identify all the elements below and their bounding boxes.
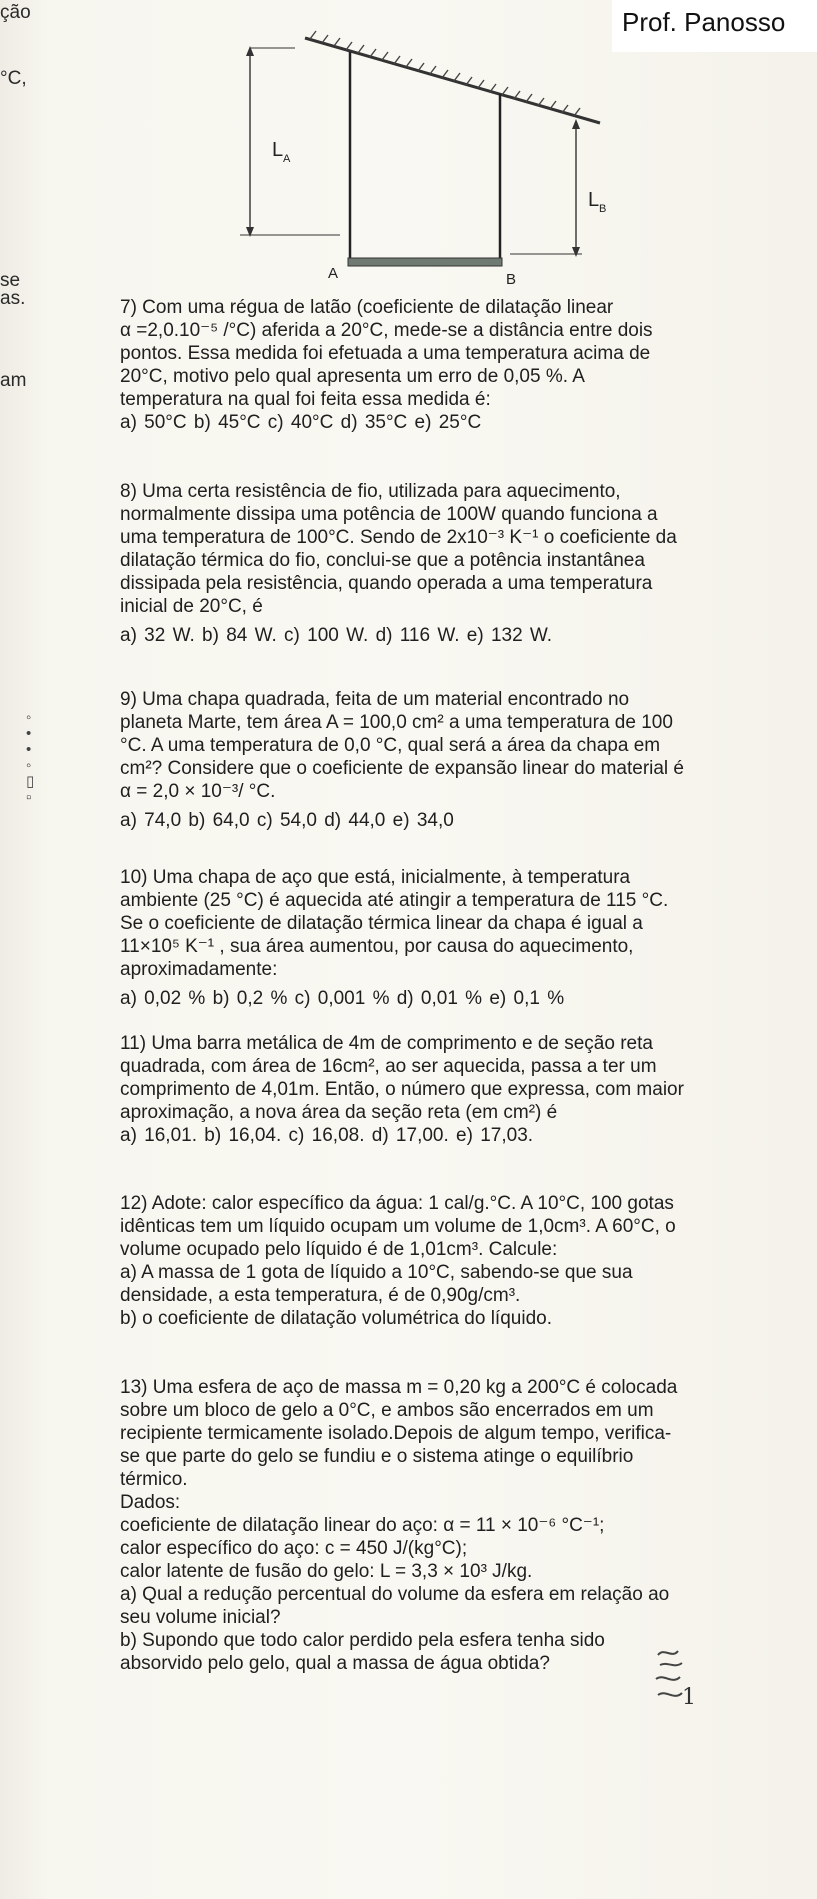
margin-mark-icon: •: [26, 741, 32, 758]
svg-text:A: A: [283, 153, 291, 165]
question-line: a) A massa de 1 gota de líquido a 10°C, sabendo-se que sua: [120, 1262, 633, 1283]
question-line: coeficiente de dilatação linear do aço: α = 11 × 10⁻⁶ °C⁻¹;: [120, 1515, 605, 1536]
question-13: [120, 1376, 800, 1675]
left-margin-fragment: se: [0, 270, 21, 291]
question-line: Dados:: [120, 1492, 181, 1513]
question-line: temperatura na qual foi feita essa medida é:: [120, 389, 491, 410]
answer-options: a) 32 W. b) 84 W. c) 100 W. d) 116 W. e) 132 W.: [120, 625, 553, 646]
question-line: recipiente termicamente isolado.Depois de algum tempo, verifica-: [120, 1423, 672, 1444]
question-line: seu volume inicial?: [120, 1607, 281, 1628]
question-line: 12) Adote: calor específico da água: 1 cal/g.°C. A 10°C, 100 gotas: [120, 1193, 674, 1214]
question-line: calor latente de fusão do gelo: L = 3,3 × 10³ J/kg.: [120, 1561, 533, 1582]
question-10: [120, 866, 800, 1010]
question-line: dilatação térmica do fio, conclui-se que a potência instantânea: [120, 550, 645, 571]
question-line: comprimento de 4,01m. Então, o número que expressa, com maior: [120, 1079, 684, 1100]
question-line: normalmente dissipa uma potência de 100W quando funciona a: [120, 504, 658, 525]
question-line: se que parte do gelo se fundiu e o sistema atinge o equilíbrio: [120, 1446, 634, 1467]
answer-options: a) 0,02 % b) 0,2 % c) 0,001 % d) 0,01 % e) 0,1 %: [120, 988, 565, 1009]
question-line: 11×10⁵ K⁻¹ , sua área aumentou, por causa do aquecimento,: [120, 936, 634, 957]
question-7: [120, 296, 800, 434]
question-line: uma temperatura de 100°C. Sendo de 2x10⁻³ K⁻¹ o coeficiente da: [120, 527, 677, 548]
question-line: planeta Marte, tem área A = 100,0 cm² a uma temperatura de 100: [120, 712, 673, 733]
question-line: 9) Uma chapa quadrada, feita de um material encontrado no: [120, 689, 630, 710]
margin-marks: [26, 710, 34, 806]
question-line: sobre um bloco de gelo a 0°C, e ambos são encerrados em um: [120, 1400, 654, 1421]
label-la: L: [272, 139, 284, 161]
question-line: calor específico do aço: c = 450 J/(kg°C);: [120, 1538, 468, 1559]
question-line: aproximação, a nova área da seção reta (em cm²) é: [120, 1102, 558, 1123]
question-line: densidade, a esta temperatura, é de 0,90g/cm³.: [120, 1285, 521, 1306]
margin-mark-icon: ▯: [26, 773, 35, 790]
question-line: idênticas tem um líquido ocupam um volume de 1,0cm³. A 60°C, o: [120, 1216, 676, 1237]
label-b: B: [506, 271, 517, 288]
question-line: cm²? Considere que o coeficiente de expansão linear do material é: [120, 758, 684, 779]
question-line: α =2,0.10⁻⁵ /°C) aferida a 20°C, mede-se a distância entre dois: [120, 320, 653, 341]
page-number: 1: [682, 1685, 696, 1710]
label-lb: L: [588, 189, 600, 211]
question-line: inicial de 20°C, é: [120, 596, 263, 617]
question-line: 11) Uma barra metálica de 4m de comprimento e de seção reta: [120, 1033, 653, 1054]
question-line: volume ocupado pelo líquido é de 1,01cm³. Calcule:: [120, 1239, 558, 1260]
question-line: 7) Com uma régua de latão (coeficiente de dilatação linear: [120, 297, 614, 318]
question-line: b) Supondo que todo calor perdido pela esfera tenha sido: [120, 1630, 605, 1651]
question-11: [120, 1032, 800, 1147]
question-line: °C. A uma temperatura de 0,0 °C, qual será a área da chapa em: [120, 735, 661, 756]
question-line: aproximadamente:: [120, 959, 278, 980]
question-line: 20°C, motivo pelo qual apresenta um erro de 0,05 %. A: [120, 366, 585, 387]
question-line: α = 2,0 × 10⁻³/ °C.: [120, 781, 276, 802]
question-line: 8) Uma certa resistência de fio, utilizada para aquecimento,: [120, 481, 621, 502]
question-line: ambiente (25 °C) é aquecida até atingir a temperatura de 115 °C.: [120, 890, 669, 911]
bar: [348, 258, 502, 266]
question-12: [120, 1192, 800, 1330]
left-margin-fragment: am: [0, 370, 27, 391]
answer-options: a) 50°C b) 45°C c) 40°C d) 35°C e) 25°C: [120, 412, 482, 433]
answer-options: a) 74,0 b) 64,0 c) 54,0 d) 44,0 e) 34,0: [120, 810, 454, 831]
question-line: quadrada, com área de 16cm², ao ser aquecida, passa a ter um: [120, 1056, 657, 1077]
margin-mark-icon: ◦: [26, 757, 32, 774]
question-line: b) o coeficiente de dilatação volumétrica do líquido.: [120, 1308, 552, 1329]
left-margin-fragment: °C,: [0, 68, 27, 89]
margin-mark-icon: •: [26, 725, 32, 742]
question-8: [120, 480, 800, 647]
margin-mark-icon: ◦: [26, 709, 32, 726]
question-line: Se o coeficiente de dilatação térmica linear da chapa é igual a: [120, 913, 643, 934]
question-line: térmico.: [120, 1469, 188, 1490]
left-margin-fragment: ção: [0, 2, 31, 23]
author-label: Prof. Panosso: [612, 0, 817, 52]
question-line: 10) Uma chapa de aço que está, inicialmente, à temperatura: [120, 867, 631, 888]
question-line: absorvido pelo gelo, qual a massa de água obtida?: [120, 1653, 550, 1674]
question-line: dissipada pela resistência, quando operada a uma temperatura: [120, 573, 653, 594]
expansion-diagram: [210, 28, 610, 288]
question-9: [120, 688, 800, 832]
label-a: A: [328, 265, 339, 282]
margin-mark-icon: ▫: [26, 789, 32, 806]
left-margin-fragment: as.: [0, 288, 26, 309]
question-line: pontos. Essa medida foi efetuada a uma temperatura acima de: [120, 343, 651, 364]
question-line: a) Qual a redução percentual do volume da esfera em relação ao: [120, 1584, 670, 1605]
question-line: 13) Uma esfera de aço de massa m = 0,20 kg a 200°C é colocada: [120, 1377, 678, 1398]
answer-options: a) 16,01. b) 16,04. c) 16,08. d) 17,00. e) 17,03.: [120, 1125, 534, 1146]
svg-text:B: B: [599, 203, 607, 215]
